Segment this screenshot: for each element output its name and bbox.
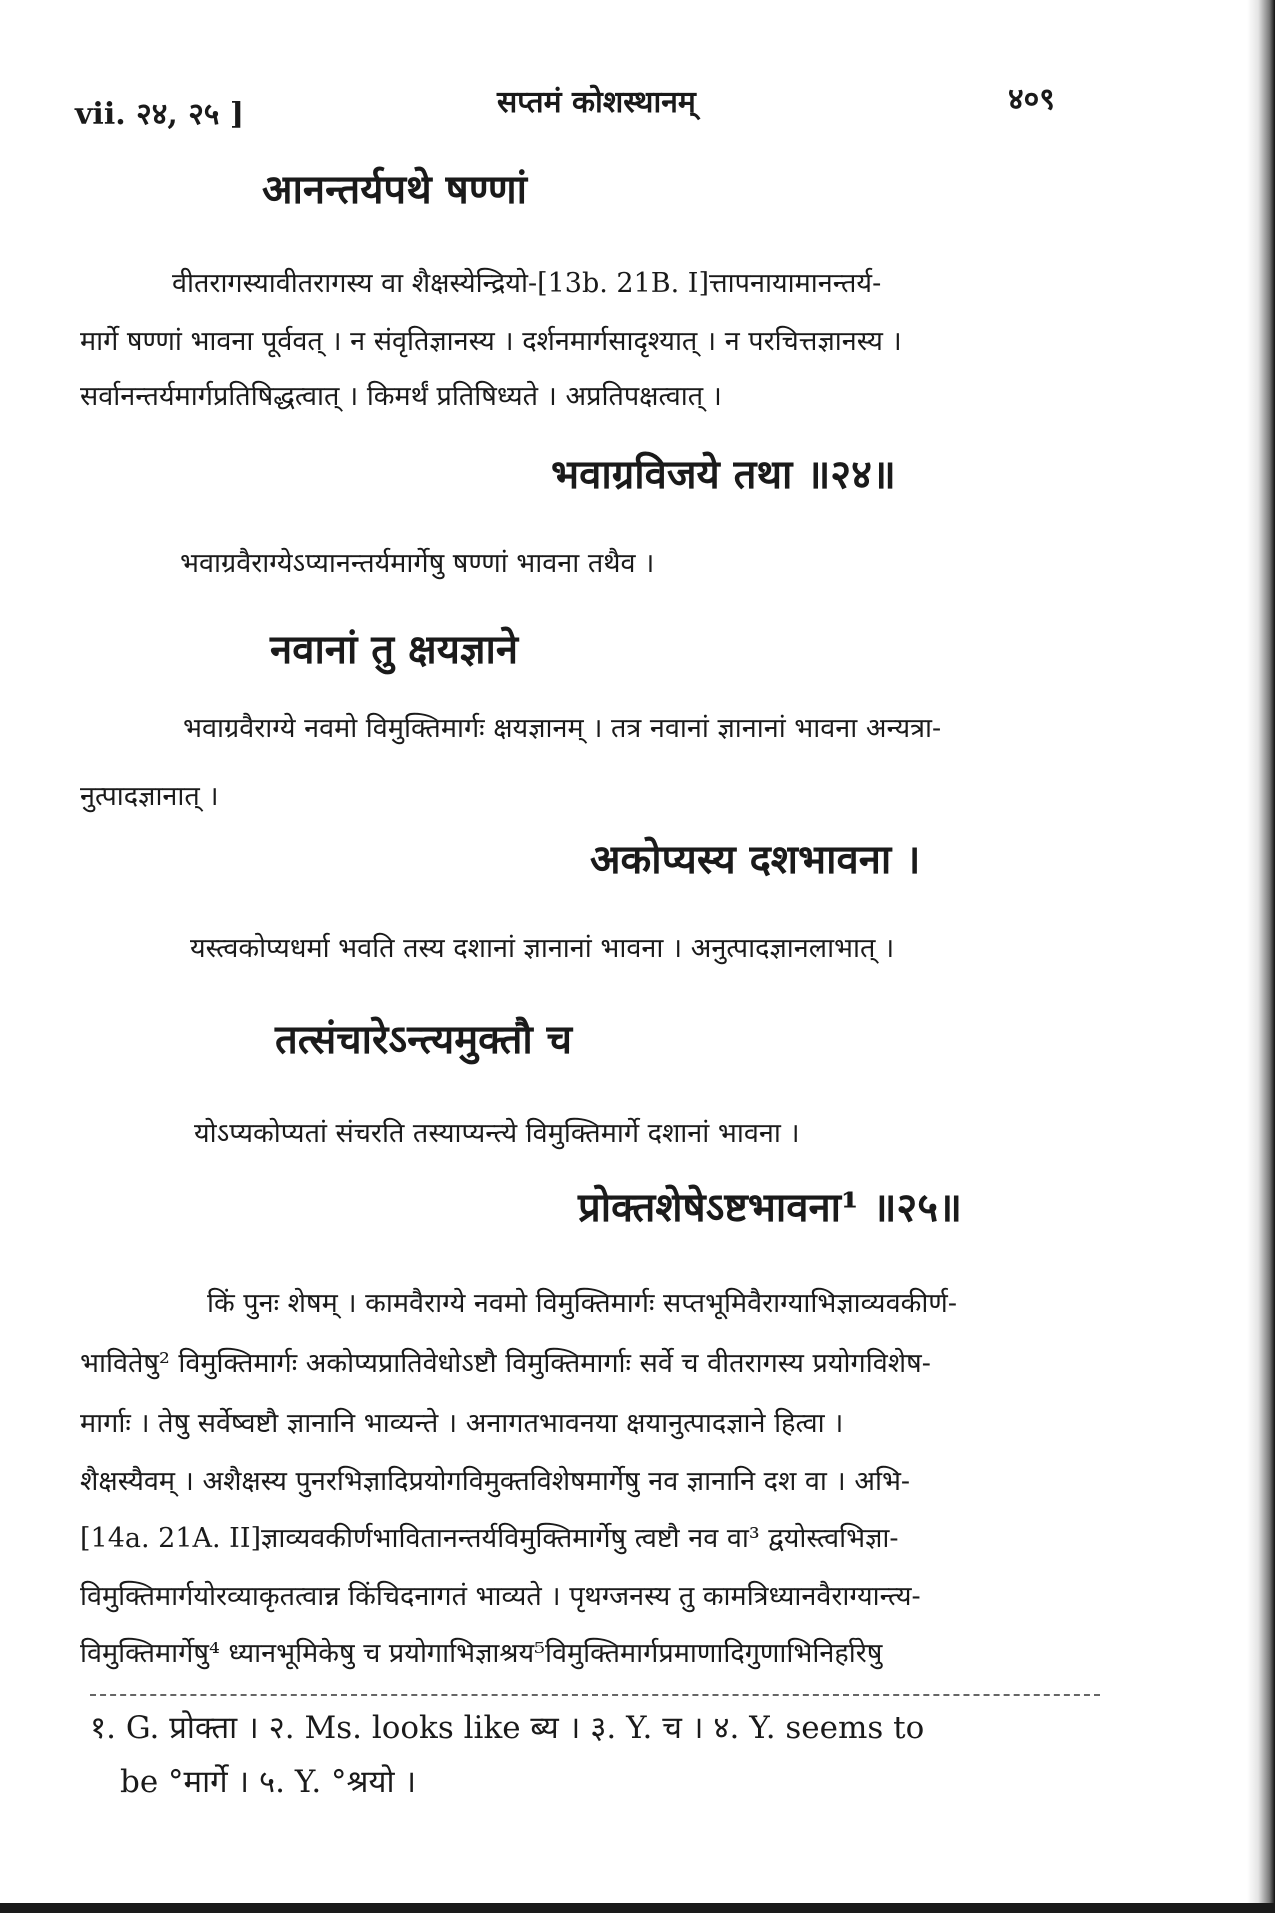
page-number: ४०९ [1008, 82, 1055, 117]
verse-line: तत्संचारेऽन्त्यमुक्तौ च [275, 1016, 573, 1063]
commentary-line: भवाग्रवैराग्येऽप्यानन्तर्यमार्गेषु षण्णां भावना तथैव । [180, 548, 655, 579]
commentary-line: यस्त्वकोप्यधर्मा भवति तस्य दशानां ज्ञानानां भावना । अनुत्पादज्ञानलाभात् । [190, 933, 895, 964]
commentary-line: योऽप्यकोप्यतां संचरति तस्याप्यन्त्ये विमुक्तिमार्गे दशानां भावना । [194, 1118, 800, 1149]
commentary-line: वीतरागस्यावीतरागस्य वा शैक्षस्येन्द्रियो-[13b. 21B. I]त्तापनायामानन्तर्य- [172, 268, 882, 299]
commentary-line: मार्गाः । तेषु सर्वेष्वष्टौ ज्ञानानि भाव्यन्ते । अनागतभावनया क्षयानुत्पादज्ञाने हित्वा । [80, 1408, 844, 1439]
commentary-line: नुत्पादज्ञानात् । [80, 781, 219, 812]
footnote-line: १. G. प्रोक्ता । २. Ms. looks like ब्य । ३. Y. च । ४. Y. seems to [90, 1710, 925, 1746]
running-head-section: vii. २४, २५ ] [75, 97, 245, 132]
verse-line: नवानां तु क्षयज्ञाने [270, 626, 519, 673]
commentary-line: किं पुनः शेषम् । कामवैराग्ये नवमो विमुक्तिमार्गः सप्तभूमिवैराग्याभिज्ञाव्यवकीर्ण- [207, 1288, 957, 1319]
commentary-line: मार्गे षण्णां भावना पूर्ववत् । न संवृतिज्ञानस्य । दर्शनमार्गसादृश्यात् । न परचित्तज्ञानस्य । [80, 326, 902, 357]
page-bottom-edge [0, 1903, 1275, 1913]
footnote-rule [90, 1694, 1100, 1696]
commentary-line: विमुक्तिमार्गयोरव्याकृतत्वान्न किंचिदनागतं भाव्यते । पृथग्जनस्य तु कामत्रिध्यानवैराग्यान्त्य- [80, 1581, 921, 1612]
commentary-line: सर्वानन्तर्यमार्गप्रतिषिद्धत्वात् । किमर्थं प्रतिषिध्यते । अप्रतिपक्षत्वात् । [80, 381, 722, 412]
page-edge-shadow [1247, 0, 1275, 1913]
running-head-title: सप्तमं कोशस्थानम् [497, 85, 696, 120]
verse-line: आनन्तर्यपथे षण्णां [262, 166, 528, 213]
commentary-line: शैक्षस्यैवम् । अशैक्षस्य पुनरभिज्ञादिप्रयोगविमुक्तविशेषमार्गेषु नव ज्ञानानि दश वा । अभि- [80, 1466, 911, 1497]
commentary-line: भावितेषु² विमुक्तिमार्गः अकोप्यप्रातिवेधोऽष्टौ विमुक्तिमार्गाः सर्वे च वीतरागस्य प्रयोगविशेष- [80, 1348, 931, 1379]
commentary-line: विमुक्तिमार्गेषु⁴ ध्यानभूमिकेषु च प्रयोगाभिज्ञाश्रय⁵विमुक्तिमार्गप्रमाणादिगुणाभिनिर्हारेषु [80, 1638, 883, 1669]
commentary-line: [14a. 21A. II]ज्ञाव्यवकीर्णभावितानन्तर्यविमुक्तिमार्गेषु त्वष्टौ नव वा³ द्वयोस्त्वभिज्ञा- [80, 1523, 899, 1554]
footnote-line: be °मार्गे । ५. Y. °श्रयो । [120, 1764, 417, 1800]
verse-line: अकोप्यस्य दशभावना । [590, 836, 921, 883]
verse-line: भवाग्रविजये तथा ॥२४॥ [551, 451, 896, 498]
commentary-line: भवाग्रवैराग्ये नवमो विमुक्तिमार्गः क्षयज्ञानम् । तत्र नवानां ज्ञानानां भावना अन्यत्रा- [183, 713, 942, 744]
verse-line: प्रोक्तशेषेऽष्टभावना¹ ॥२५॥ [578, 1184, 962, 1231]
